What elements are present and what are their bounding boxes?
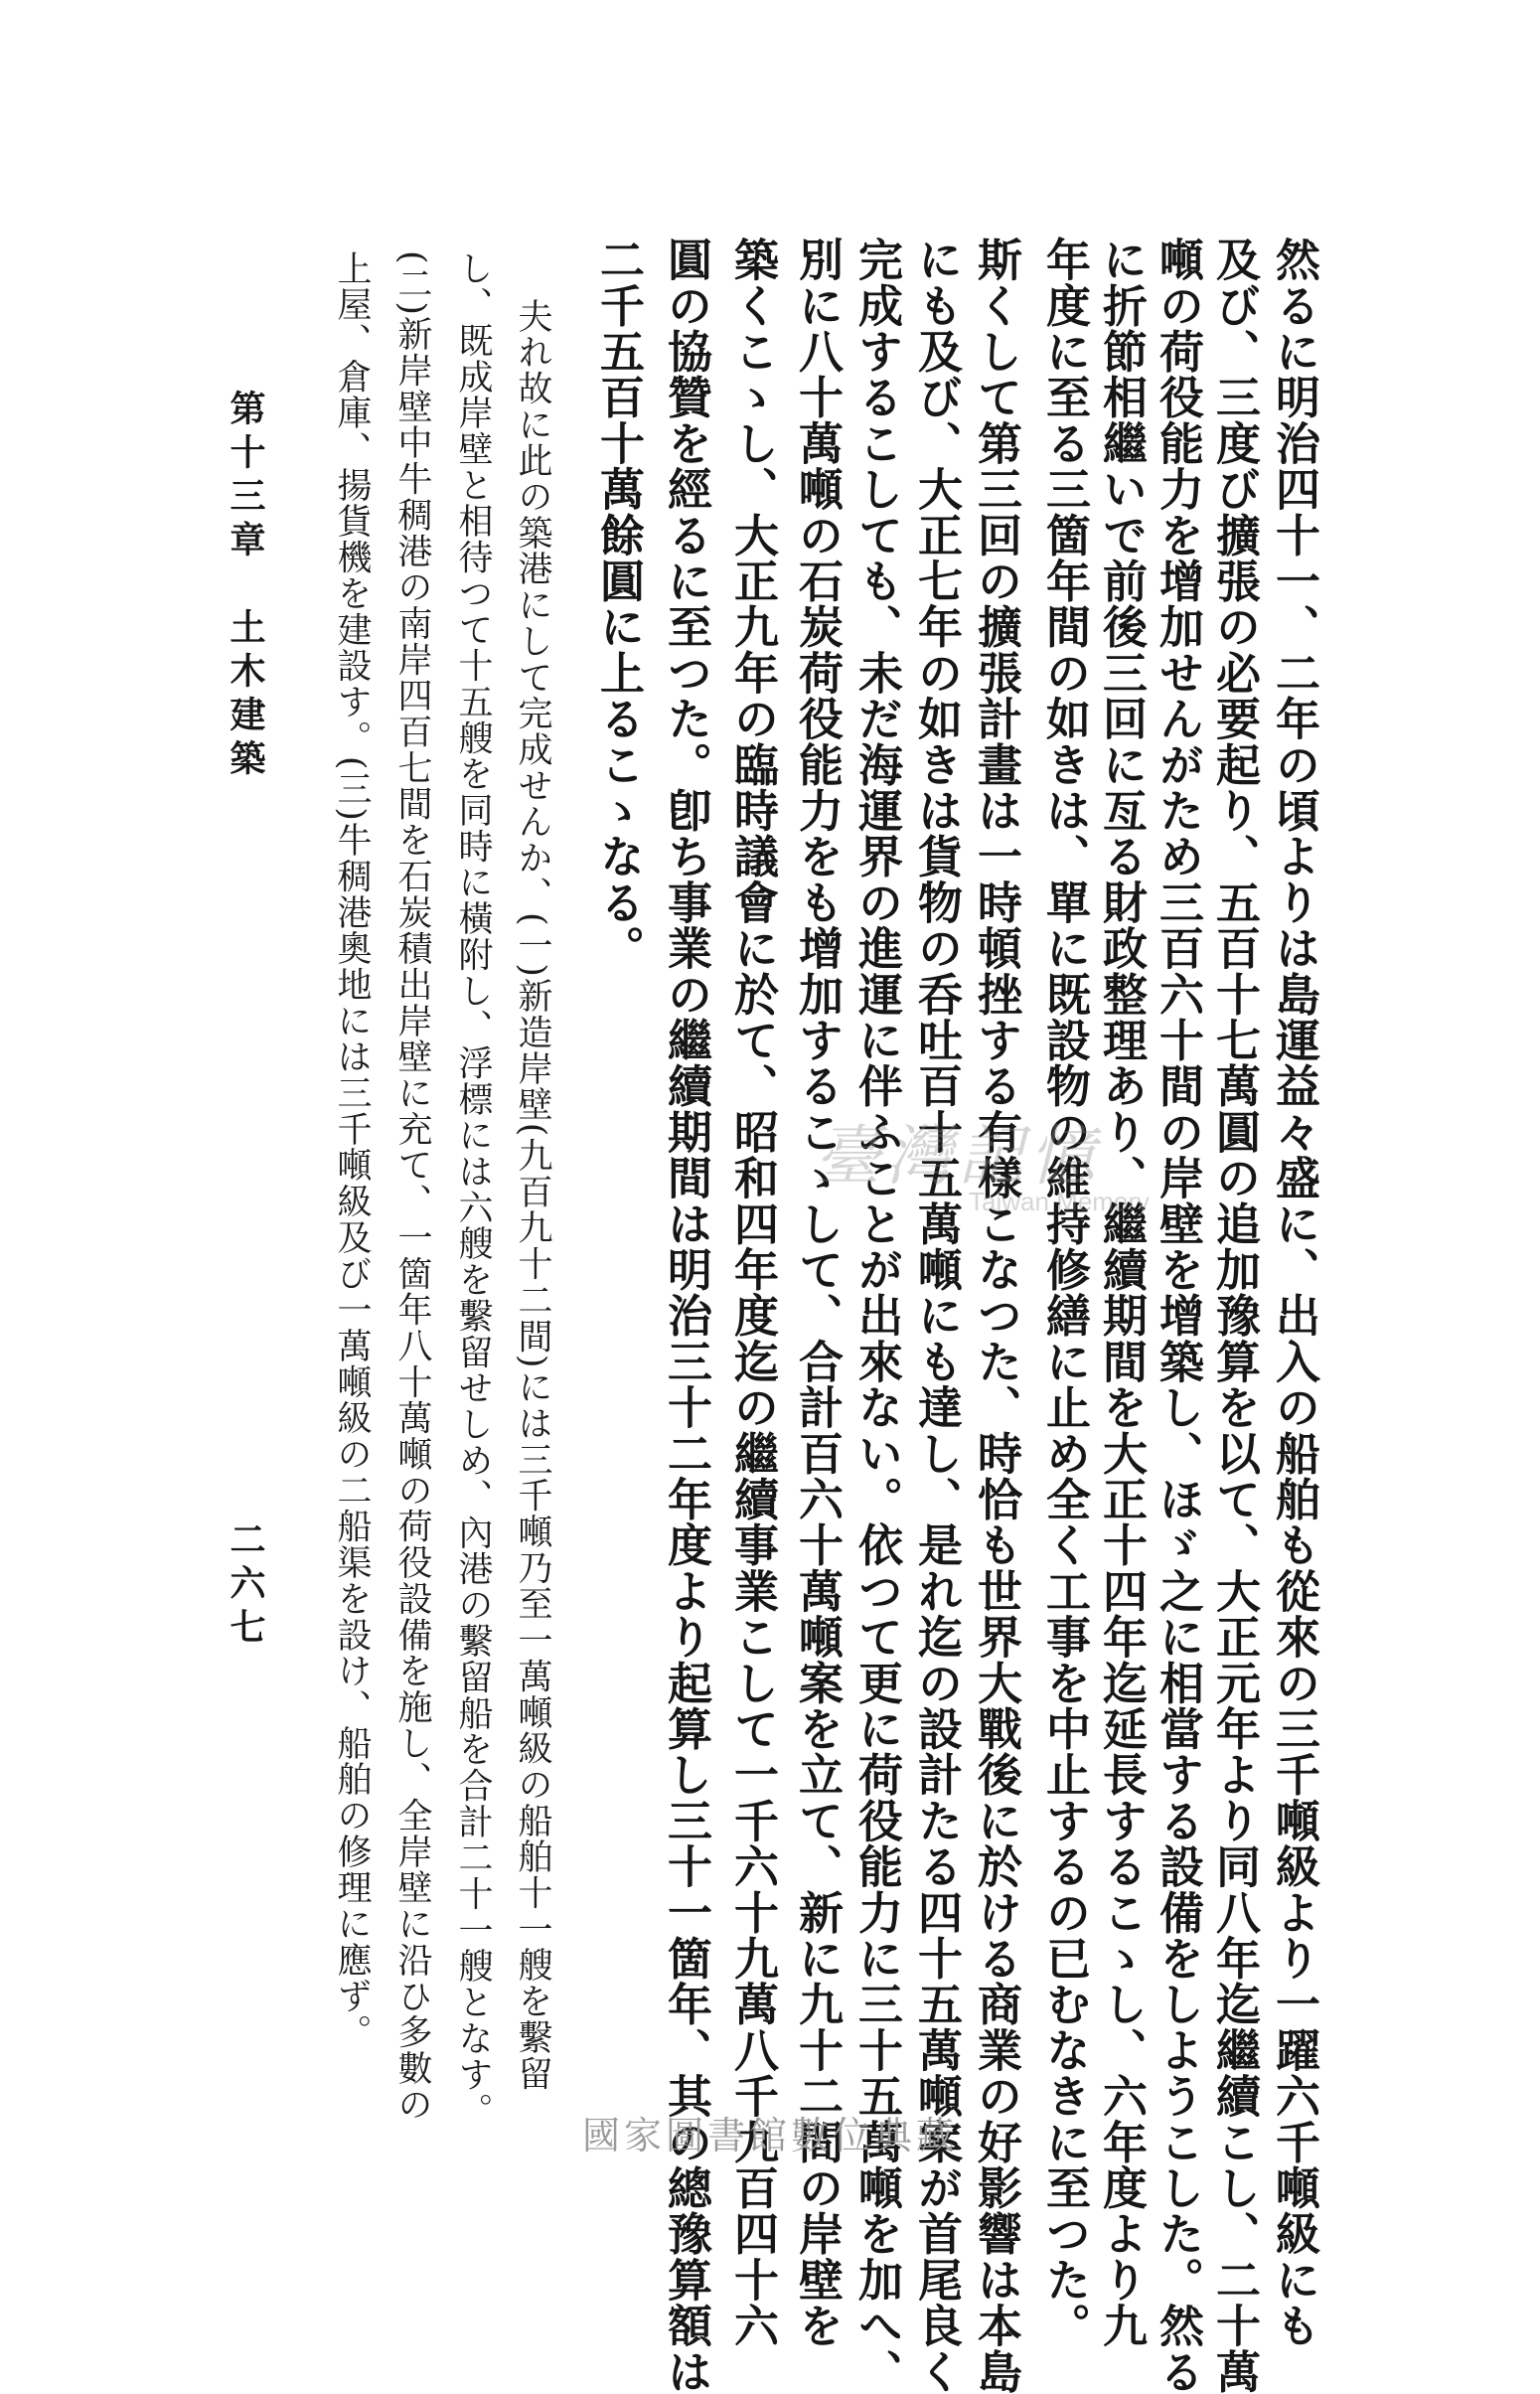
note-line: 上屋、倉庫、揚貨機を建設す。(三)牛稠港奧地には三千噸級及び一萬噸級の二船渠を設け、船舶の修理に應ず。 [332,250,372,2051]
body-line: 完成するこしても、未だ海運界の進運に伴ふことが出來ない。依つて更に荷役能力に三十五萬噸を加へ、 [850,237,903,2394]
note-line: し、既成岸壁と相待つて十五艘を同時に橫附し、浮標には六艘を繫留せしめ、內港の繫留船を合計二十一艘となす。 [453,250,493,2130]
watermark-en: Taiwan Memory [969,1187,1151,1216]
body-line: 圓の協贊を經るに至つた。卽ち事業の繼續期間は明治三十二年度より起算し三十一箇年、其の總豫算額は [660,237,712,2394]
body-line: にも及び、大正七年の如きは貨物の呑吐百十五萬噸にも達し、是れ迄の設計たる四十五萬噸案が首尾良く [910,237,963,2394]
body-line: に折節相繼いで前後三回に亙る財政整理あり、繼續期間を大正十四年迄延長するこゝし、六年度より九 [1095,237,1148,2349]
chapter-title: 第十三章 土木建築 [225,390,266,783]
page-number: 二六七 [225,1520,266,1652]
body-line: 及び、三度び擴張の必要起り、五百十七萬圓の追加豫算を以て、大正元年より同八年迄繼續こし、二十萬 [1208,237,1261,2394]
body-line: 年度に至る三箇年間の如きは、單に既設物の維持修繕に止め全く工事を中止するの已むなきに至つた。 [1038,237,1091,2349]
body-line: 二千五百十萬餘圓に上るこゝなる。 [592,237,645,972]
body-line: 然るに明治四十一、二年の頃よりは島運益々盛に、出入の船舶も從來の三千噸級より一躍六千噸級にも [1268,237,1320,2349]
library-credit: 國家圖書館數位典藏 [581,2114,958,2157]
note-line: 夫れ故に此の築港にして完成せんか、(一)新造岸壁(九百九十二間)には三千噸乃至一萬噸級の船舶十一艘を繫留 [513,298,552,2092]
body-line: 築くこゝし、大正九年の臨時議會に於て、昭和四年度迄の繼續事業こして一千六十九萬八千九百四十六 [726,237,779,2349]
watermark [815,1103,1282,1232]
note-line: (二)新岸壁中牛稠港の南岸四百七間を石炭積出岸壁に充て、一箇年八十萬噸の荷役設備を施し、全岸壁に沿ひ多數の [392,250,432,2123]
body-line: 噸の荷役能力を增加せんがため三百六十間の岸壁を增築し、ほゞ之に相當する設備をしようこした。然る [1152,237,1204,2394]
body-line: 別に八十萬噸の石炭荷役能力をも增加するこゝして、合計百六十萬噸案を立て、新に九十二間の岸壁を [791,237,844,2349]
body-line: 斯くして第三回の擴張計畫は一時頓挫する有樣こなつた、時恰も世界大戰後に於ける商業の好影響は本島 [970,237,1022,2394]
watermark-cjk: 臺灣記憶 [815,1118,1101,1195]
